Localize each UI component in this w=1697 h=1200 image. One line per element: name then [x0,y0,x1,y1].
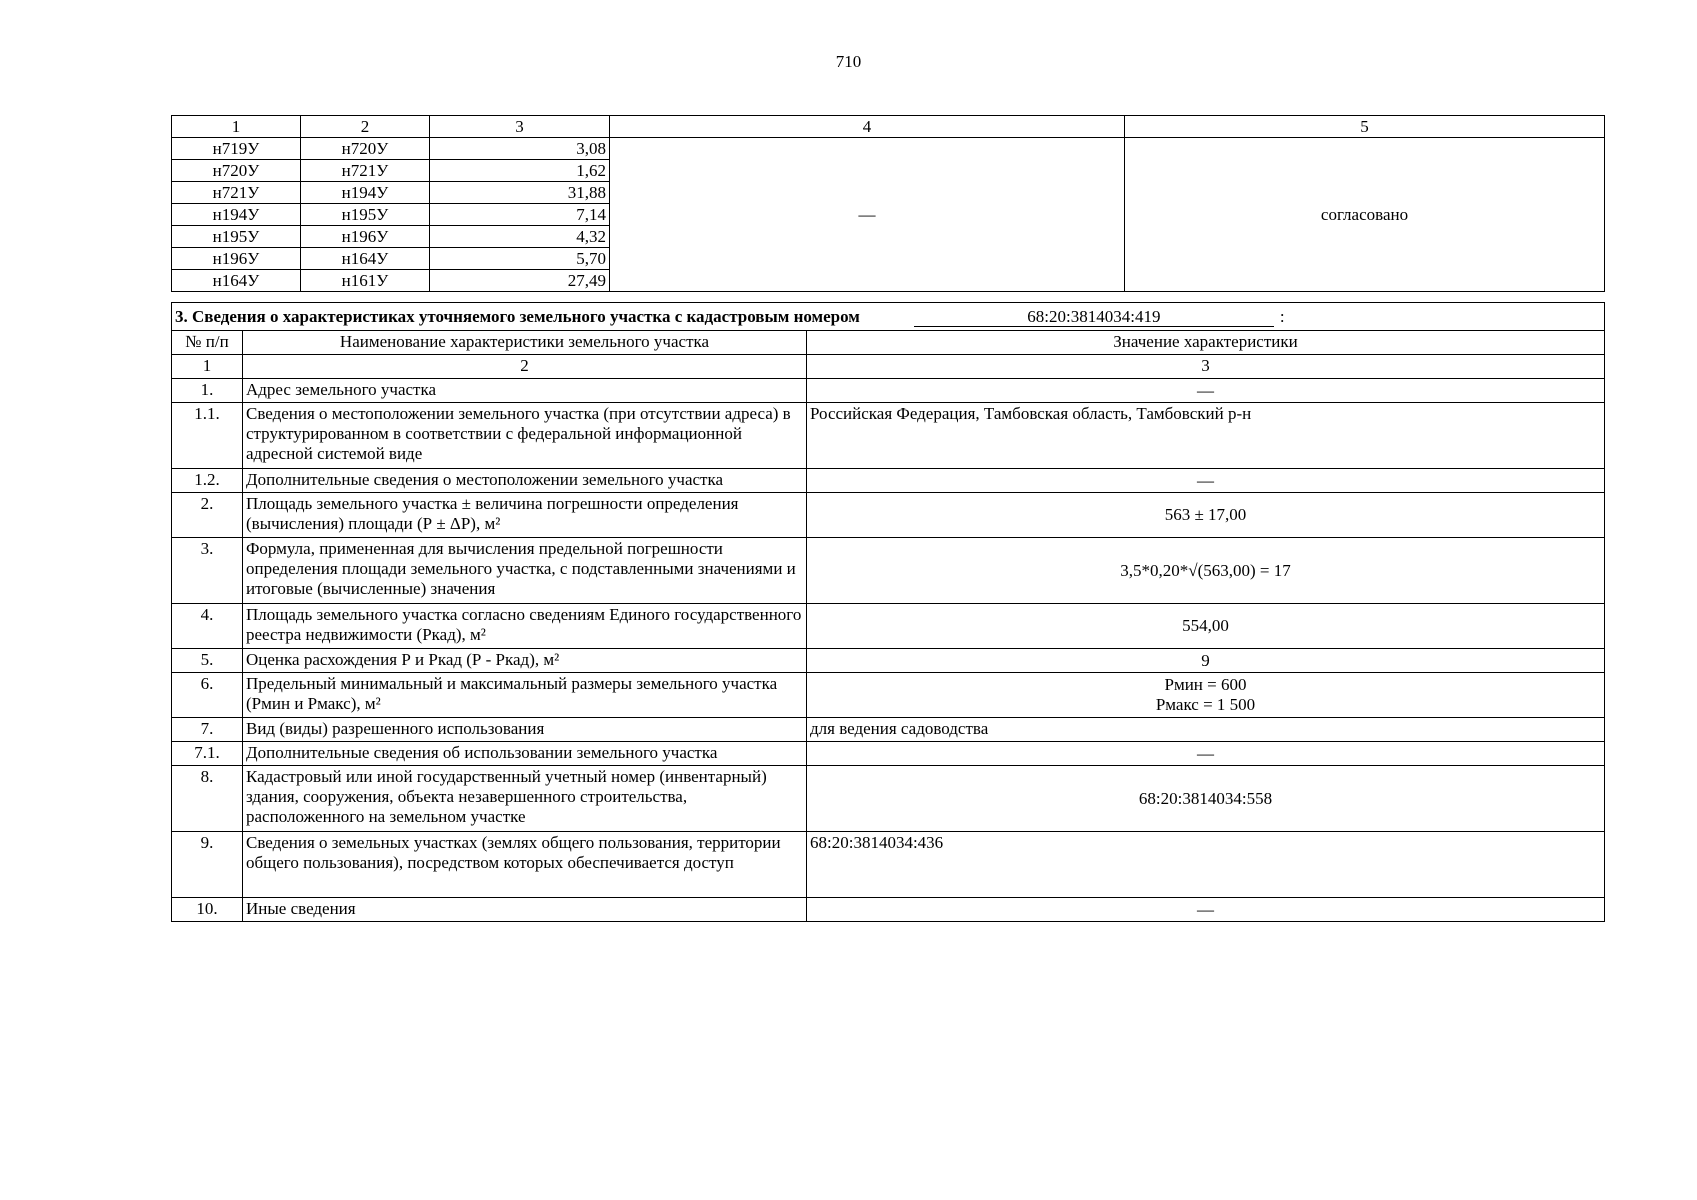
row-name: Адрес земельного участка [243,379,807,403]
row-num: 10. [172,898,243,922]
table-row [172,718,1605,742]
row-value: 3,5*0,20*√(563,00) = 17 [807,538,1605,604]
row-name: Вид (виды) разрешенного использования [243,718,807,742]
table-row [172,469,1605,493]
row-value: 554,00 [807,604,1605,649]
colnum-3: 3 [807,355,1605,379]
segments-header-row [172,116,1605,138]
table-row [172,742,1605,766]
header-value: Значение характеристики [807,331,1605,355]
segment-from: н719У [172,138,301,160]
row-value: 563 ± 17,00 [807,493,1605,538]
table-row [172,538,1605,604]
row-num: 1.1. [172,403,243,469]
segment-to: н196У [301,226,430,248]
cadastral-number: 68:20:3814034:419 [914,308,1274,327]
segment-to: н195У [301,204,430,226]
characteristics-header-row [172,331,1605,355]
row-value-line-max: Рмакс = 1 500 [1155,695,1256,714]
segment-to: н194У [301,182,430,204]
header-num: № п/п [172,331,243,355]
row-name: Кадастровый или иной государственный учетный номер (инвентарный) здания, сооружения, объекта незавершенного строительства, расположенного на земельном участке [243,766,807,832]
table-row [172,403,1605,469]
row-num: 3. [172,538,243,604]
table-row [172,766,1605,832]
row-value: — [807,379,1605,403]
row-value: 68:20:3814034:558 [807,766,1605,832]
segment-length: 1,62 [430,160,610,182]
row-name: Площадь земельного участка согласно сведениям Единого государственного реестра недвижимости (Ркад), м² [243,604,807,649]
segments-header-3: 3 [430,116,610,138]
column-numbers-row [172,355,1605,379]
table-row [172,832,1605,898]
segment-to: н164У [301,248,430,270]
segment-length: 4,32 [430,226,610,248]
segments-col5-value: согласовано [1125,138,1605,292]
row-value: Российская Федерация, Тамбовская область, Тамбовский р-н [807,403,1605,469]
row-name: Дополнительные сведения о местоположении земельного участка [243,469,807,493]
cadastral-colon: : [1279,306,1285,326]
segment-from: н164У [172,270,301,292]
segment-from: н196У [172,248,301,270]
section-title-cell [172,303,1605,331]
colnum-1: 1 [172,355,243,379]
row-value: — [807,742,1605,766]
row-num: 1. [172,379,243,403]
section-title: 3. Сведения о характеристиках уточняемого земельного участка с кадастровым номером [175,306,860,326]
segment-to: н720У [301,138,430,160]
row-num: 2. [172,493,243,538]
segment-length: 3,08 [430,138,610,160]
row-value-line-min: Рмин = 600 [1164,675,1247,694]
row-value: 68:20:3814034:436 [807,832,1605,898]
table-row [172,649,1605,673]
segment-from: н194У [172,204,301,226]
row-name: Площадь земельного участка ± величина погрешности определения (вычисления) площади (Р ± ΔР), м² [243,493,807,538]
section-title-row [172,303,1605,331]
segment-length: 27,49 [430,270,610,292]
segment-from: н720У [172,160,301,182]
row-value: для ведения садоводства [807,718,1605,742]
colnum-2: 2 [243,355,807,379]
table-row [172,493,1605,538]
row-name: Сведения о земельных участках (землях общего пользования, территории общего пользования), посредством которых обеспечивается доступ [243,832,807,898]
segment-to: н161У [301,270,430,292]
header-name: Наименование характеристики земельного участка [243,331,807,355]
segment-to: н721У [301,160,430,182]
segment-from: н721У [172,182,301,204]
row-num: 7.1. [172,742,243,766]
segment-length: 7,14 [430,204,610,226]
table-row [172,379,1605,403]
row-value: 9 [807,649,1605,673]
boundary-segments-table [171,115,1605,292]
table-row [172,673,1605,718]
row-name: Иные сведения [243,898,807,922]
segments-header-1: 1 [172,116,301,138]
table-row [172,604,1605,649]
row-value: — [807,469,1605,493]
characteristics-table [171,302,1605,922]
row-num: 4. [172,604,243,649]
row-name: Предельный минимальный и максимальный размеры земельного участка (Рмин и Рмакс), м² [243,673,807,718]
row-num: 6. [172,673,243,718]
row-num: 5. [172,649,243,673]
page-number: 710 [835,52,862,71]
segments-header-5: 5 [1125,116,1605,138]
segment-from: н195У [172,226,301,248]
row-value: — [807,898,1605,922]
segments-header-4: 4 [610,116,1125,138]
table-row [172,138,1605,160]
segments-col4-value: — [610,138,1125,292]
row-num: 7. [172,718,243,742]
row-value [807,673,1605,718]
row-name: Сведения о местоположении земельного участка (при отсутствии адреса) в структурированном в соответствии с федеральной информационной адресной системой виде [243,403,807,469]
segment-length: 31,88 [430,182,610,204]
row-name: Формула, примененная для вычисления предельной погрешности определения площади земельного участка, с подставленными значениями и итоговые (вычисленные) значения [243,538,807,604]
segment-length: 5,70 [430,248,610,270]
row-name: Оценка расхождения Р и Ркад (Р - Ркад), м² [243,649,807,673]
segments-header-2: 2 [301,116,430,138]
table-row [172,898,1605,922]
row-num: 8. [172,766,243,832]
row-num: 1.2. [172,469,243,493]
row-name: Дополнительные сведения об использовании земельного участка [243,742,807,766]
row-num: 9. [172,832,243,898]
